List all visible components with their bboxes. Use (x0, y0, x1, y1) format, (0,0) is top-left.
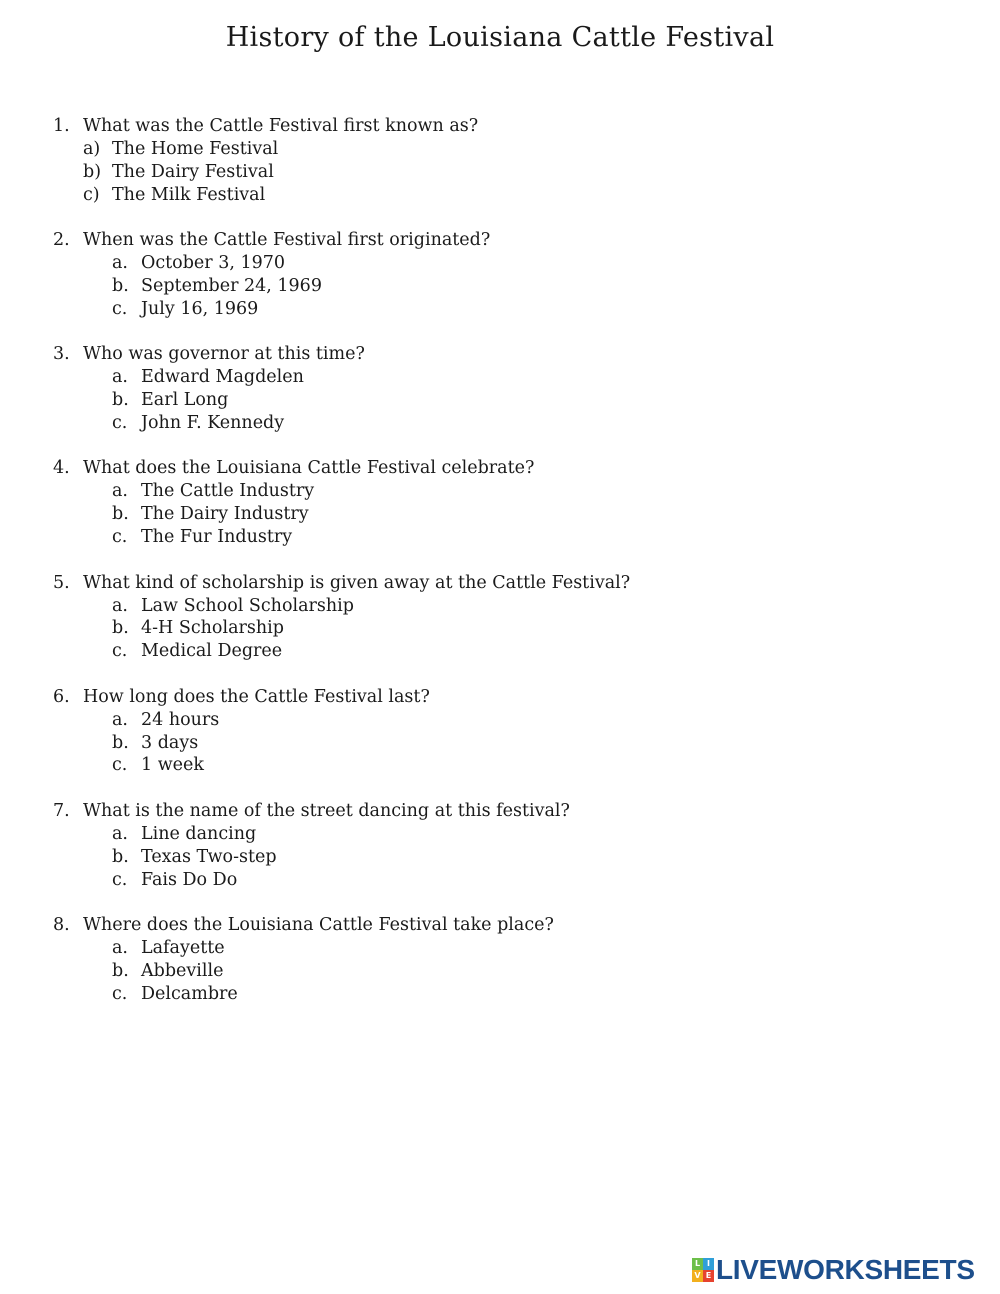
answer-option (0, 161, 1000, 184)
option-text: The Dairy Industry (141, 504, 309, 525)
answer-option (0, 138, 1000, 161)
answer-option (0, 526, 1000, 549)
question-line (0, 572, 1000, 595)
option-marker: b. (112, 732, 129, 753)
answer-option (0, 595, 1000, 618)
question-number: 5. (53, 572, 70, 593)
answer-option (0, 869, 1000, 892)
option-text: Delcambre (141, 983, 238, 1004)
answer-option (0, 275, 1000, 298)
logo-letter-v: V (692, 1270, 703, 1282)
page-title: History of the Louisiana Cattle Festival (225, 22, 775, 53)
option-marker: a. (112, 253, 128, 274)
option-marker: c) (83, 184, 100, 205)
option-text: September 24, 1969 (141, 275, 322, 296)
question-line (0, 343, 1000, 366)
answer-option (0, 184, 1000, 207)
option-marker: b. (112, 504, 129, 525)
question-number: 4. (53, 458, 70, 479)
option-text: 1 week (141, 755, 204, 776)
option-text: Lafayette (141, 937, 225, 958)
answer-option (0, 937, 1000, 960)
option-text: Edward Magdelen (141, 367, 304, 388)
question-line (0, 115, 1000, 138)
option-marker: c. (112, 641, 128, 662)
option-text: The Home Festival (112, 138, 279, 159)
answer-option (0, 960, 1000, 983)
answer-option (0, 366, 1000, 389)
option-marker: a. (112, 937, 128, 958)
option-text: Law School Scholarship (141, 595, 354, 616)
option-marker: b. (112, 960, 129, 981)
answer-option (0, 617, 1000, 640)
answer-option (0, 732, 1000, 755)
option-marker: a. (112, 367, 128, 388)
logo-text: LIVEWORKSHEETS (716, 1254, 975, 1285)
liveworksheets-logo-icon (692, 1258, 714, 1282)
question-text: When was the Cattle Festival first originated? (83, 230, 491, 251)
question-text: What is the name of the street dancing at this festival? (83, 800, 570, 821)
answer-option (0, 480, 1000, 503)
question-3 (0, 343, 1000, 435)
question-line (0, 914, 1000, 937)
option-marker: c. (112, 412, 128, 433)
option-marker: a) (83, 138, 101, 159)
option-text: Medical Degree (141, 641, 283, 662)
option-marker: b. (112, 846, 129, 867)
question-4 (0, 457, 1000, 549)
question-5 (0, 572, 1000, 664)
answer-option (0, 823, 1000, 846)
question-text: Where does the Louisiana Cattle Festival take place? (83, 915, 554, 936)
option-text: The Milk Festival (112, 184, 266, 205)
option-text: John F. Kennedy (141, 412, 285, 433)
quiz-list (0, 115, 1000, 1028)
question-number: 3. (53, 344, 70, 365)
question-number: 1. (53, 116, 70, 136)
option-text: Texas Two-step (141, 846, 277, 867)
option-text: The Fur Industry (141, 527, 293, 548)
question-text: What kind of scholarship is given away at the Cattle Festival? (83, 572, 631, 593)
question-1 (0, 115, 1000, 207)
question-text: What was the Cattle Festival first known as? (83, 116, 479, 136)
answer-option (0, 412, 1000, 435)
option-text: 24 hours (141, 709, 220, 730)
question-7 (0, 800, 1000, 892)
option-marker: c. (112, 869, 128, 890)
option-marker: b. (112, 618, 129, 639)
option-text: The Dairy Festival (112, 161, 274, 182)
option-text: Line dancing (141, 823, 257, 844)
question-line (0, 686, 1000, 709)
question-number: 7. (53, 800, 70, 821)
question-number: 6. (53, 686, 70, 707)
question-2 (0, 229, 1000, 321)
question-8 (0, 914, 1000, 1006)
answer-option (0, 709, 1000, 732)
option-text: October 3, 1970 (141, 253, 285, 274)
option-marker: b. (112, 390, 129, 411)
answer-option (0, 983, 1000, 1006)
option-marker: b) (83, 161, 102, 182)
answer-option (0, 503, 1000, 526)
answer-option (0, 252, 1000, 275)
answer-option (0, 389, 1000, 412)
question-6 (0, 686, 1000, 778)
option-marker: a. (112, 823, 128, 844)
question-line (0, 457, 1000, 480)
question-number: 2. (53, 230, 70, 251)
option-text: 3 days (141, 732, 199, 753)
question-number: 8. (53, 915, 70, 936)
option-marker: c. (112, 983, 128, 1004)
question-line (0, 229, 1000, 252)
option-text: The Cattle Industry (141, 481, 315, 502)
option-marker: a. (112, 709, 128, 730)
option-marker: c. (112, 298, 128, 319)
option-marker: c. (112, 755, 128, 776)
option-text: Abbeville (141, 960, 224, 981)
option-marker: c. (112, 527, 128, 548)
answer-option (0, 754, 1000, 777)
option-marker: b. (112, 275, 129, 296)
option-marker: a. (112, 481, 128, 502)
option-text: Earl Long (141, 390, 229, 411)
answer-option (0, 640, 1000, 663)
logo-letter-e: E (703, 1270, 714, 1282)
option-text: July 16, 1969 (141, 298, 259, 319)
option-text: Fais Do Do (141, 869, 238, 890)
question-text: How long does the Cattle Festival last? (83, 686, 430, 707)
question-text: Who was governor at this time? (83, 344, 365, 365)
question-line (0, 800, 1000, 823)
logo-letter-l: L (692, 1258, 703, 1270)
question-text: What does the Louisiana Cattle Festival celebrate? (83, 458, 535, 479)
answer-option (0, 298, 1000, 321)
answer-option (0, 846, 1000, 869)
option-marker: a. (112, 595, 128, 616)
logo-letter-i: I (703, 1258, 714, 1270)
liveworksheets-logo (692, 1255, 975, 1285)
option-text: 4-H Scholarship (141, 618, 284, 639)
